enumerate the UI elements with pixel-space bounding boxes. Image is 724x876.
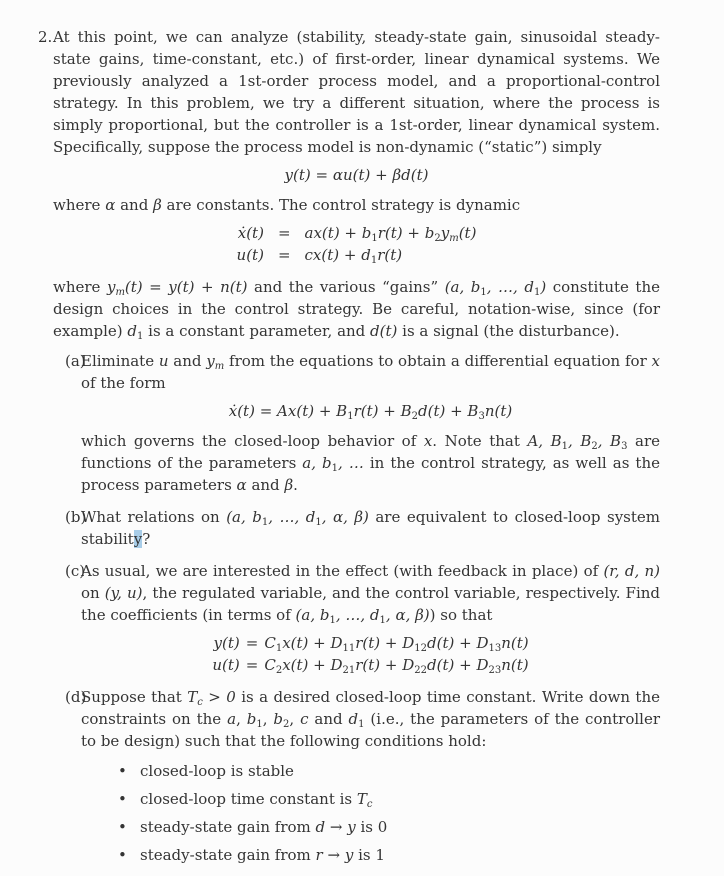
text-segment: (a, b [444, 278, 481, 296]
text-segment: u(t) [236, 246, 264, 264]
text-segment: T [187, 688, 198, 706]
bullet-text [140, 790, 373, 808]
text-segment: β [153, 196, 162, 214]
text-segment: 2 [411, 411, 418, 422]
text-segment: u(t) [212, 656, 240, 674]
part-a-body2 [81, 430, 660, 496]
equation-lhs [212, 632, 239, 654]
text-segment: r(t) + D [355, 656, 415, 674]
text-segment: , the regulated variable, and the control variable, respectively. Find the coefficients (in terms of [81, 584, 660, 624]
text-segment: ) [540, 278, 547, 296]
text-segment: A, B [527, 432, 562, 450]
text-segment: 1 [275, 643, 283, 654]
text-segment: , … [338, 454, 364, 472]
list-item [118, 760, 660, 782]
text-segment: , …, d [486, 278, 534, 296]
text-segment: (t) [458, 224, 477, 242]
text-segment: 1 [379, 615, 386, 626]
text-segment: 1 [370, 255, 378, 266]
text-segment: constitute the design choices in the control strategy. Be careful, notation-wise, since (for example) [53, 278, 660, 340]
text-segment: is a constant parameter, and [143, 322, 371, 340]
text-segment: n(t) [484, 402, 513, 420]
problem-content [53, 26, 660, 876]
part-c-body [81, 560, 660, 626]
text-segment: 13 [488, 643, 502, 654]
text-segment: > 0 [202, 688, 236, 706]
text-segment: Suppose that [81, 688, 188, 706]
text-segment: d(t) + D [427, 634, 489, 652]
text-segment: c [197, 697, 203, 708]
equals-sign: = [245, 656, 259, 674]
text-segment: At this point, we can analyze (stability, steady-state gain, sinusoidal steady-state gains, time-constant, etc.) of first-order, linear dynamical systems. We previously analyzed a 1st-order process model, and a proportional-control strategy. In this problem, we try a different situation, where the process is simply proportional, but the controller is a 1st-order, linear dynamical system. Specifically, suppose the process model is non-dynamic (“static”) simply [53, 28, 660, 156]
text-segment: steady-state gain from [140, 818, 316, 836]
text-segment: b [273, 710, 284, 728]
text-segment: What relations on [81, 508, 227, 526]
part-a [53, 350, 660, 496]
text-segment: y(t) [213, 634, 240, 652]
text-segment: α [236, 476, 247, 494]
text-segment: y [440, 224, 450, 242]
text-segment: 1 [137, 331, 144, 342]
bullet-icon: • [118, 818, 127, 836]
text-segment: r → y [315, 846, 354, 864]
text-segment: 1 [533, 287, 541, 298]
text-segment: and [115, 196, 154, 214]
text-segment: As usual, we are interested in the effect (with feedback in place) of [81, 562, 604, 580]
text-segment: C [264, 656, 276, 674]
text-segment: , α, β) [321, 508, 369, 526]
text-segment: C [264, 634, 276, 652]
text-segment: ? [142, 530, 151, 548]
text-segment: x(t) + D [282, 656, 343, 674]
text-segment: where [53, 278, 107, 296]
text-segment: and the various “gains” [247, 278, 445, 296]
equation-lhs [237, 244, 264, 266]
problem-parts [53, 350, 660, 866]
text-segment: are functions of the parameters [81, 432, 660, 472]
text-segment: and [246, 476, 285, 494]
text-segment: r(t) [377, 246, 403, 264]
output-equation-row-1 [212, 632, 528, 654]
text-segment: a, b [302, 454, 332, 472]
text-segment: where [53, 196, 106, 214]
text-segment: 3 [478, 411, 485, 422]
text-segment: (a, b [295, 606, 330, 624]
text-segment: are equivalent to closed-loop system stabilit [81, 508, 660, 548]
part-b [53, 506, 660, 550]
equation-rhs [305, 244, 477, 266]
part-d [53, 686, 660, 866]
text-segment: α [105, 196, 116, 214]
part-c-label: (c) [65, 562, 86, 580]
equation-lhs [212, 654, 239, 676]
text-segment: in the control strategy, as well as the process parameters [81, 454, 660, 494]
bullet-text [140, 818, 387, 836]
text-segment: , α, β) [385, 606, 430, 624]
gains-paragraph [53, 276, 660, 342]
part-d-label: (d) [65, 688, 87, 706]
bullet-icon: • [118, 790, 127, 808]
text-segment: on [81, 584, 105, 602]
text-segment: 2 [275, 665, 283, 676]
text-segment: b [246, 710, 257, 728]
text-segment: 12 [414, 643, 428, 654]
text-segment: ẋ(t) [237, 224, 264, 242]
text-segment: m [214, 361, 225, 372]
bullet-text [140, 762, 294, 780]
text-segment: (i.e., the parameters of the controller to be design) such that the following conditions hold: [81, 710, 661, 750]
text-segment: x(t) + D [282, 634, 343, 652]
text-segment: n(t) [501, 634, 529, 652]
problem-intro [53, 26, 660, 158]
process-model-equation [53, 164, 660, 186]
text-segment: a [227, 710, 237, 728]
text-segment: d → y [315, 818, 356, 836]
closed-loop-equation [81, 400, 660, 422]
text-segment: 2 [283, 719, 290, 730]
text-segment: (a, b [226, 508, 262, 526]
text-segment: d(t) + B [417, 402, 479, 420]
text-segment: (t) = y(t) + n(t) [124, 278, 248, 296]
text-segment: is a signal (the disturbance). [397, 322, 620, 340]
text-segment: is 1 [353, 846, 385, 864]
text-segment: closed-loop time constant is [140, 790, 357, 808]
part-b-body [81, 506, 660, 550]
text-segment: r(t) + b [377, 224, 435, 242]
output-equations [212, 632, 528, 676]
part-c [53, 560, 660, 676]
text-segment: is 0 [355, 818, 388, 836]
text-segment: 1 [315, 517, 322, 528]
text-segment: ) so that [429, 606, 493, 624]
bullet-icon: • [118, 846, 127, 864]
text-segment: 1 [358, 719, 365, 730]
text-segment: , [236, 710, 247, 728]
text-segment: y [106, 278, 116, 296]
text-segment: , [262, 710, 274, 728]
text-segment: . [293, 476, 298, 494]
equation-rhs [305, 222, 477, 244]
text-segment: cx(t) + d [304, 246, 371, 264]
text-segment: T [356, 790, 367, 808]
controller-equations [237, 222, 477, 266]
text-segment: r(t) + B [353, 402, 412, 420]
text-segment: y(t) = αu(t) + βd(t) [284, 166, 429, 184]
text-segment: β [284, 476, 294, 494]
text-segment: , …, d [268, 508, 316, 526]
part-b-label: (b) [65, 508, 87, 526]
text-segment: y [206, 352, 215, 370]
text-segment: 22 [414, 665, 428, 676]
equation-rhs [264, 632, 528, 654]
text-segment: d(t) + D [427, 656, 489, 674]
text-segment: d [127, 322, 138, 340]
text-segment: closed-loop is stable [140, 762, 294, 780]
text-segment: , B [597, 432, 622, 450]
text-segment: ẋ(t) = Ax(t) + B [228, 402, 348, 420]
equals-sign: = [277, 246, 291, 264]
text-segment: 2 [591, 441, 598, 452]
text-segment: r(t) + D [355, 634, 415, 652]
equation-lhs [237, 222, 264, 244]
text-segment: of the form [81, 374, 166, 392]
part-a-label: (a) [65, 352, 86, 370]
conditions-list [118, 760, 660, 866]
bullet-icon: • [118, 762, 127, 780]
text-segment: 1 [371, 233, 378, 244]
bullet-text [140, 846, 385, 864]
text-segment: which governs the closed-loop behavior of [81, 432, 424, 450]
constants-paragraph [53, 194, 660, 216]
text-segment: and [168, 352, 207, 370]
text-segment: 3 [621, 441, 628, 452]
text-segment: is a desired closed-loop time constant. Write down the constraints on the [81, 688, 660, 728]
output-equation-row-2 [212, 654, 528, 676]
part-a-body [81, 350, 660, 394]
text-segment: 1 [347, 411, 354, 422]
text-segment: steady-state gain from [140, 846, 316, 864]
list-item [118, 788, 660, 810]
problem-number: 2. [38, 28, 53, 46]
text-segment: n(t) [501, 656, 529, 674]
equals-sign: = [245, 634, 259, 652]
part-d-body [81, 686, 660, 752]
text-segment: , …, d [335, 606, 380, 624]
text-segment: 1 [256, 719, 263, 730]
text-segment: 23 [488, 665, 502, 676]
text-segment: from the equations to obtain a differential equation for [224, 352, 652, 370]
list-item [118, 816, 660, 838]
text-segment: are constants. The control strategy is dynamic [161, 196, 521, 214]
list-item [118, 844, 660, 866]
text-segment: c [366, 799, 373, 810]
text-segment: u [158, 352, 169, 370]
equals-sign: = [277, 224, 291, 242]
text-segment: 1 [561, 441, 569, 452]
controller-equation-row-1 [237, 222, 477, 244]
text-segment: (y, u) [104, 584, 143, 602]
text-segment: 2 [434, 233, 441, 244]
text-segment: 1 [331, 463, 339, 474]
text-segment: . Note that [432, 432, 528, 450]
text-segment: (r, d, n) [603, 562, 661, 580]
text-segment: Eliminate [81, 352, 159, 370]
text-segment: m [115, 287, 125, 298]
text-segment: x [423, 432, 433, 450]
text-segment: m [449, 233, 459, 244]
text-segment: d(t) [370, 322, 398, 340]
text-segment: 1 [329, 615, 336, 626]
text-segment: 1 [261, 517, 269, 528]
text-segment: x [651, 352, 660, 370]
controller-equation-row-2 [237, 244, 477, 266]
text-segment: and [308, 710, 349, 728]
text-segment: , [289, 710, 301, 728]
text-segment: c [300, 710, 309, 728]
text-segment: d [348, 710, 359, 728]
text-segment: , B [568, 432, 592, 450]
text-segment: 11 [342, 643, 356, 654]
equation-rhs [264, 654, 528, 676]
text-segment: 1 [480, 287, 487, 298]
text-segment: ax(t) + b [304, 224, 372, 242]
selected-text: y [133, 530, 143, 548]
text-segment: 21 [342, 665, 356, 676]
